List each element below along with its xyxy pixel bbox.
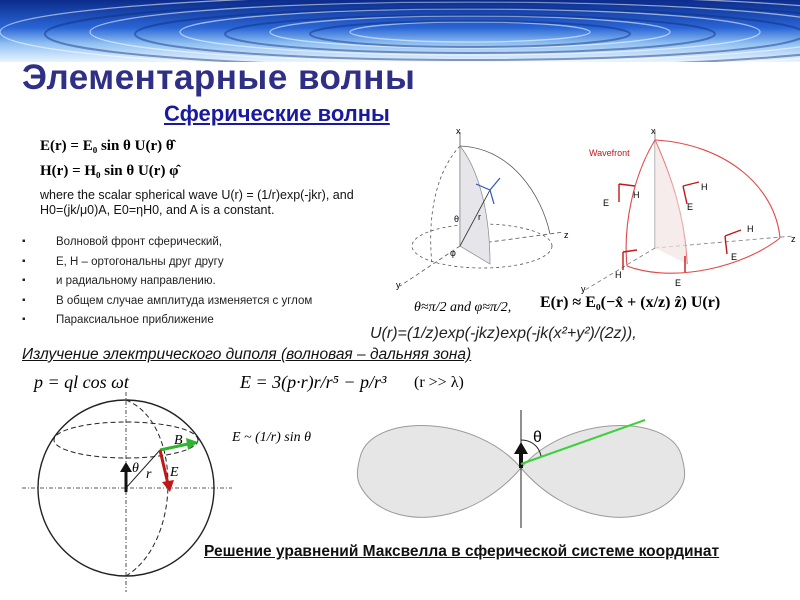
- phi-label: φ: [450, 248, 456, 258]
- properties-list: [22, 236, 312, 334]
- paraxial-condition: θ≈π/2 and φ≈π/2,: [414, 300, 512, 315]
- list-item: ▪ Волновой фронт сферический,: [22, 236, 312, 256]
- theta-label: θ: [454, 214, 460, 224]
- wavefront-figure: [575, 126, 800, 296]
- spherical-wave-note: where the scalar spherical wave U(r) = (1/r)exp(-jkr), and H0=(jk/μ0)A, E0=ηH0, and A is a constant.: [40, 188, 354, 217]
- axis-label-x: x: [651, 126, 656, 136]
- list-item: ▪ и радиальному направлению.: [22, 275, 312, 295]
- paraxial-field-formula: E(r) ≈ E₀(−x̂ + (x/z) ẑ) U(r): [540, 294, 721, 311]
- b-vector-label: B: [174, 433, 183, 448]
- e-vector-label: E: [170, 465, 179, 480]
- e-label: E: [731, 252, 738, 262]
- axis-label-y: y: [581, 284, 586, 294]
- list-item: ▪ E, H – ортогональны друг другу: [22, 256, 312, 276]
- dipole-sphere-figure: [22, 392, 232, 592]
- theta-label: θ: [132, 461, 139, 476]
- page-title: Элементарные волны: [22, 58, 416, 97]
- axis-label-z: z: [564, 230, 569, 240]
- dipole-heading: Излучение электрического диполя (волновая – дальняя зона): [22, 346, 472, 363]
- far-zone-condition: (r >> λ): [414, 374, 464, 391]
- axis-label-y: y: [396, 280, 401, 290]
- paraxial-wave-formula: U(r)=(1/z)exp(-jkz)exp(-jk(x²+y²)/(2z)),: [370, 325, 637, 342]
- axis-label-z: z: [791, 234, 796, 244]
- r-vector-label: r: [146, 467, 152, 482]
- theta-angle-label: θ: [533, 429, 542, 446]
- h-label: H: [701, 182, 708, 192]
- magnetic-field-formula: H(r) = H₀ sin θ U(r) φ̂: [40, 163, 179, 179]
- list-item: ▪ В общем случае амплитуда изменяется с углом: [22, 295, 312, 315]
- radiation-pattern-figure: [355, 404, 695, 532]
- dipole-moment-formula: p = ql cos ωt: [34, 372, 129, 392]
- e-label: E: [687, 202, 694, 212]
- dipole-field-formula: E = 3(p·r)r/r⁵ − p/r³: [240, 372, 387, 392]
- axis-label-x: x: [456, 126, 461, 136]
- e-label: E: [603, 198, 610, 208]
- footer-caption: Решение уравнений Максвелла в сферической системе координат: [204, 543, 720, 560]
- r-label: r: [478, 212, 481, 222]
- list-item: ▪ Параксиальное приближение: [22, 314, 312, 334]
- water-ripple-decoration: [0, 0, 800, 62]
- spherical-coordinates-figure: [392, 126, 572, 296]
- section-subtitle: Сферические волны: [164, 101, 390, 126]
- e-label: E: [675, 278, 682, 288]
- h-label: H: [615, 270, 622, 280]
- h-label: H: [747, 224, 754, 234]
- wavefront-label: Wavefront: [589, 148, 630, 158]
- h-label: H: [633, 190, 640, 200]
- header-banner: [0, 0, 800, 62]
- field-decay-formula: E ~ (1/r) sin θ: [232, 430, 312, 445]
- electric-field-formula: E(r) = E₀ sin θ U(r) θ̂: [40, 138, 174, 154]
